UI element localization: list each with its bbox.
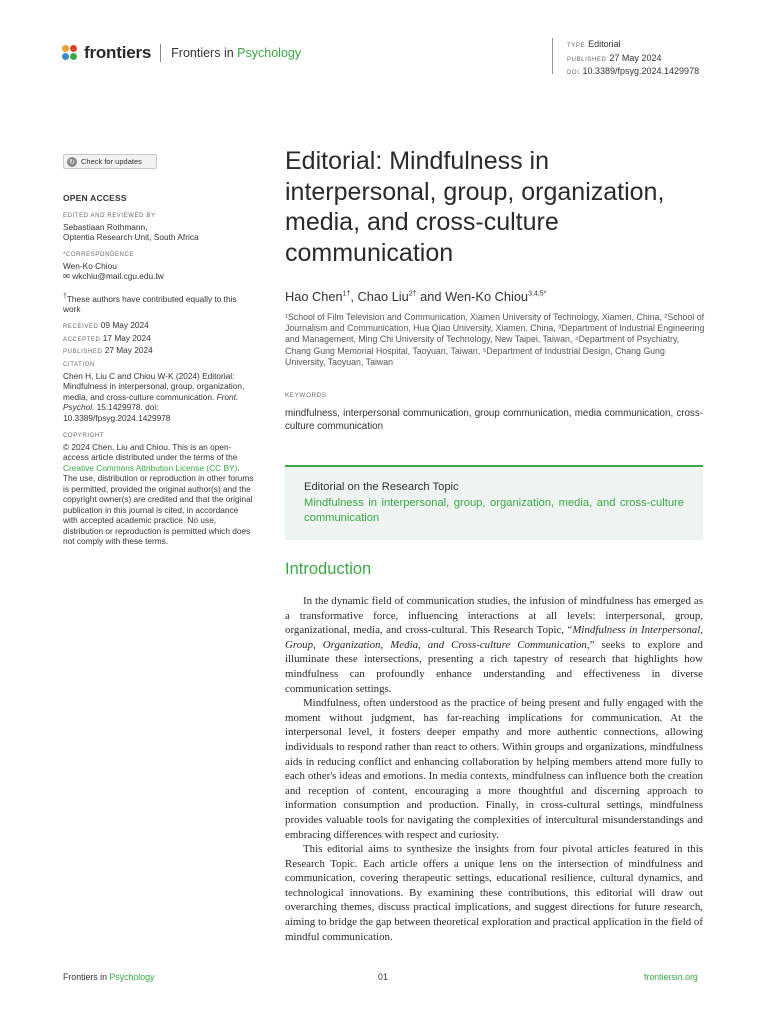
affiliations: ¹School of Film Television and Communication, Xiamen University of Technology, Xiamen, China, ²School of Journalism and Communication, Hua Qiao University, Xiamen, China, ³Department of Industrial Engineering and Management, Ming Chi University of Technology, New Taipei, Taiwan, ⁴Department of Psychiatry, Chang Gung Memorial Hospital, Taoyuan, Taiwan, ⁵Department of Industrial Design, Chang Gung University, Taoyuan, Taiwan xyxy=(285,312,705,367)
frontiers-logo-icon xyxy=(62,45,78,61)
site-link[interactable]: frontiersin.org xyxy=(644,972,698,982)
article-type: Editorial xyxy=(588,39,621,49)
article-meta: TYPE Editorial PUBLISHED 27 May 2024 DOI 10.3389/fpsyg.2024.1429978 xyxy=(567,39,700,76)
author-list: Hao Chen$^{1\dagger}$, Chao Liu$^{2\dagger}$ and Wen-Ko Chiou$^{3,4,5*}$ xyxy=(285,289,547,304)
page-number: 01 xyxy=(378,972,388,982)
check-for-updates-button[interactable]: ↻ Check for updates xyxy=(63,154,157,169)
article-title: Editorial: Mindfulness in interpersonal, group, organization, media, and cross-culture communication xyxy=(285,147,665,267)
meta-divider xyxy=(552,38,553,74)
footer-journal: Frontiers in Psychology xyxy=(63,972,155,982)
article-body xyxy=(285,594,703,944)
email-link[interactable]: wkchiu@mail.cgu.edu.tw xyxy=(72,271,164,281)
doi-link[interactable]: 10.3389/fpsyg.2024.1429978 xyxy=(582,66,700,76)
license-link[interactable]: Creative Commons Attribution License (CC BY) xyxy=(63,462,238,473)
section-heading: Introduction xyxy=(285,560,372,578)
brand-name: frontiers xyxy=(84,43,152,62)
refresh-icon: ↻ xyxy=(67,157,77,167)
paragraph: In the dynamic field of communication studies, the infusion of mindfulness has emerged as a transformative force, influencing interactions at all levels: interpersonal, group, organizational, media, and cross-cultural. This Research Topic, “Mindfulness in Interpersonal, Group, Organization, Media, and Cross-culture Communication,” seeks to explore and illuminate these intersections, presenting a rich tapestry of research that highlights how mindfulness can profoundly enhance understanding and effectiveness in diverse communication settings. xyxy=(285,595,703,695)
copyright-block: COPYRIGHT © 2024 Chen, Liu and Chiou. This is an open-access article distributed under the terms of the Creative Commons Attribution License (CC BY). The use, distribution or reproduction in other forums is permitted, provided the original author(s) and the copyright owner(s) are credited and that the original publication in this journal is cited, in accordance with accepted academic practice. No use, distribution or reproduction is permitted which does not comply with these terms. xyxy=(63,433,254,546)
topic-heading: Editorial on the Research Topic xyxy=(304,481,459,493)
dates-block: RECEIVED 09 May 2024 ACCEPTED 17 May 2024 PUBLISHED 27 May 2024 xyxy=(63,320,153,355)
author-link[interactable]: Wen-Ko Chiou xyxy=(445,289,529,304)
author-link[interactable]: Chao Liu xyxy=(357,289,409,304)
author-link[interactable]: Hao Chen xyxy=(285,289,343,304)
equal-contribution-note: †These authors have contributed equally to this work xyxy=(63,293,237,315)
citation-block: CITATION Chen H, Liu C and Chiou W-K (2024) Editorial: Mindfulness in interpersonal, group, organization, media, and cross-culture communication. Front. Psychol. 15:1429978. doi: 10.3389/fpsyg.2024.1429978 xyxy=(63,362,245,423)
topic-link[interactable]: Mindfulness in interpersonal, group, organization, media, and cross-culture communication xyxy=(304,497,684,524)
published-date: 27 May 2024 xyxy=(609,52,662,63)
editor-block: EDITED AND REVIEWED BY Sebastiaan Rothmann, Optentia Research Unit, South Africa xyxy=(63,213,199,242)
email-icon: ✉ xyxy=(63,271,70,281)
research-topic-box xyxy=(285,465,703,540)
paragraph: Mindfulness, often understood as the practice of being present and fully engaged with the moment without judgment, has far-reaching implications for communication. At the interpersonal level, it fosters deeper empathy and more authentic connections, allowing individuals to respond rather than react to others. Within groups and organizations, mindfulness aids in reducing conflict and enhancing collaboration by helping members attend more fully to each other's ideas and emotions. In media contexts, mindfulness can influence both the creation and reception of content, encouraging a more thoughtful and discerning approach to information consumption and production. Finally, in cross-cultural settings, mindfulness provides valuable tools for navigating the complexities of intercultural misunderstandings and embracing differences with respect and curiosity. xyxy=(285,697,703,841)
paragraph: This editorial aims to synthesize the insights from four pivotal articles featured in this Research Topic. Each article offers a unique lens on the intersection of mindfulness and communication, covering therapeutic settings, educational resilience, cultural dynamics, and technological innovations. By examining these contributions, this editorial will draw out overarching themes, discuss practical implications, and suggest directions for future research, aiming to bridge the gap between theoretical exploration and practical application in the field of mindful communication. xyxy=(285,843,703,943)
journal-name[interactable]: Frontiers in Psychology xyxy=(171,46,302,60)
open-access-label: OPEN ACCESS xyxy=(63,193,127,203)
keywords: mindfulness, interpersonal communication, group communication, media communication, cross-culture communication xyxy=(285,408,703,432)
correspondence-block: *CORRESPONDENCE Wen-Ko Chiou ✉ wkchiu@mail.cgu.edu.tw xyxy=(63,252,164,281)
header-divider xyxy=(160,44,161,62)
journal-header xyxy=(62,43,301,63)
keywords-label: KEYWORDS xyxy=(285,392,327,399)
